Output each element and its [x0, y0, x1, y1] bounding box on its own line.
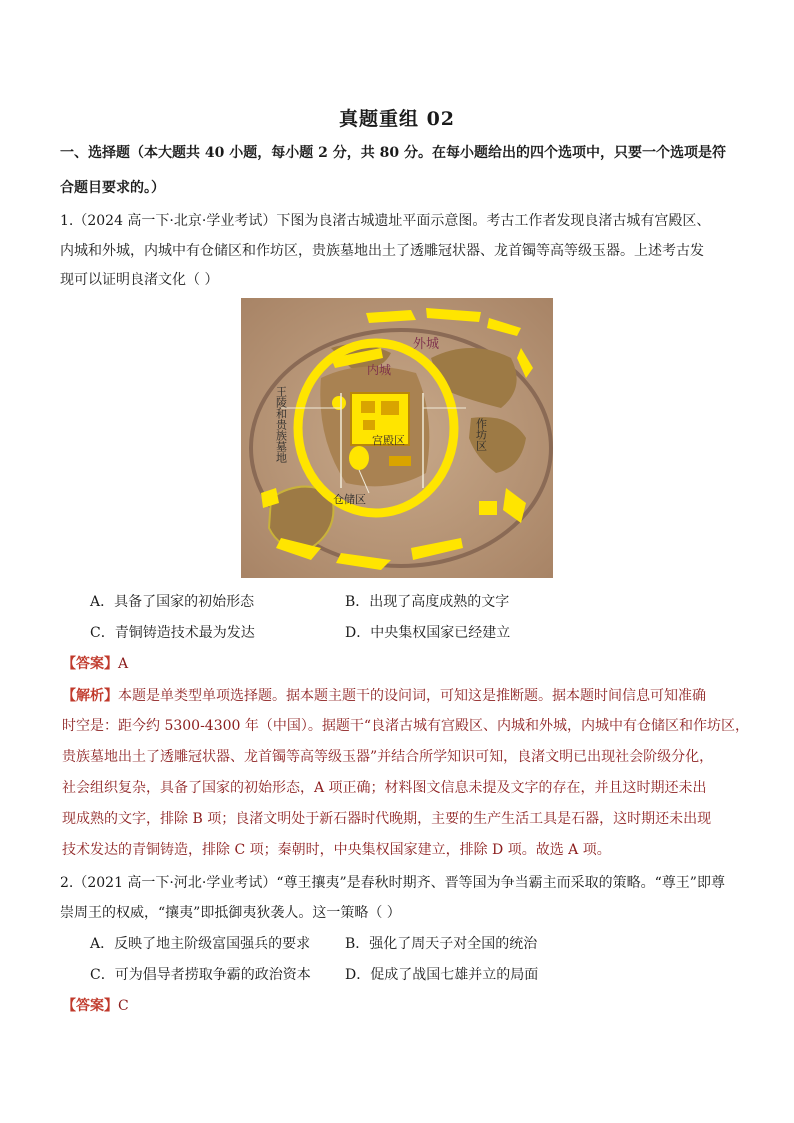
liangzhu-site-map	[241, 298, 553, 578]
q1-analysis-line-2: 时空是：距今约 5300-4300 年（中国）。据题干“良渚古城有宫殿区、内城和外城，内城中有仓储区和作坊区，	[62, 718, 750, 734]
palace-building	[363, 420, 375, 430]
q1-answer-label: 【答案】	[62, 656, 118, 672]
q1-stem-line-1: 1.（2024 高一下·北京·学业考试）下图为良渚古城遗址平面示意图。考古工作者发现良渚古城有宫殿区、	[60, 213, 711, 229]
q2-stem-line-2: 崇周王的权威，“攘夷”即抵御夷狄袭人。这一策略（ ）	[60, 905, 401, 921]
palace-building	[361, 401, 375, 413]
q2-answer	[62, 996, 129, 1016]
q1-option-a[interactable]: A．具备了国家的初始形态	[90, 594, 255, 610]
q1-analysis-line-1	[62, 686, 706, 706]
q1-analysis-line-5: 现成熟的文字，排除 B 项；良渚文明处于新石器时代晚期，主要的生产生活工具是石器，这时期还未出现	[62, 811, 712, 827]
q1-option-b[interactable]: B．出现了高度成熟的文字	[345, 594, 510, 610]
label-inner-city: 内城	[367, 363, 392, 377]
label-tombs: 王陵和贵族墓地	[274, 386, 288, 463]
page-title: 真题重组 02	[338, 108, 456, 130]
q1-analysis-label: 【解析】	[62, 688, 118, 704]
section-instruction-line-2: 合题目要求的。）	[60, 180, 165, 196]
q2-stem-line-1: 2.（2021 高一下·河北·学业考试）“尊王攘夷”是春秋时期齐、晋等国为争当霸主而采取的策略。“尊王”即尊	[60, 875, 725, 891]
q1-answer	[62, 654, 128, 674]
q1-stem-line-2: 内城和外城，内城中有仓储区和作坊区，贵族墓地出土了透雕冠状器、龙首镯等高等级玉器。上述考古发	[60, 243, 704, 259]
q1-analysis-text: 本题是单类型单项选择题。据本题主题干的设问词，可知这是推断题。据本题时间信息可知准确	[118, 688, 706, 704]
q2-answer-value: C	[118, 998, 129, 1014]
q2-option-b[interactable]: B．强化了周天子对全国的统治	[345, 936, 538, 952]
q1-analysis-line-6: 技术发达的青铜铸造，排除 C 项；秦朝时，中央集权国家建立，排除 D 项。故选 A 项。	[62, 842, 611, 858]
section-instruction-line-1: 一、选择题（本大题共 40 小题，每小题 2 分，共 80 分。在每小题给出的四个选项中，只要一个选项是符	[60, 145, 726, 161]
label-workshop: 作坊区	[474, 418, 488, 451]
q1-option-d[interactable]: D．中央集权国家已经建立	[345, 625, 511, 641]
palace-building	[381, 401, 399, 415]
label-palace: 宫殿区	[372, 434, 405, 447]
label-storage: 仓储区	[333, 493, 366, 506]
workshop-building	[389, 456, 411, 466]
q2-option-a[interactable]: A．反映了地主阶级富国强兵的要求	[90, 936, 311, 952]
q1-option-c[interactable]: C．青铜铸造技术最为发达	[90, 625, 255, 641]
q2-option-d[interactable]: D．促成了战国七雄并立的局面	[345, 967, 539, 983]
q1-analysis-line-3: 贵族墓地出土了透雕冠状器、龙首镯等高等级玉器”并结合所学知识可知，良渚文明已出现社会阶级分化，	[62, 749, 714, 765]
q2-answer-label: 【答案】	[62, 998, 118, 1014]
q1-analysis-line-4: 社会组织复杂，具备了国家的初始形态，A 项正确；材料图文信息未提及文字的存在，并且这时期还未出	[62, 780, 707, 796]
q1-stem-line-3: 现可以证明良渚文化（ ）	[60, 272, 219, 288]
site-marker	[479, 501, 497, 515]
label-outer-city: 外城	[413, 337, 440, 352]
q2-option-c[interactable]: C．可为倡导者捞取争霸的政治资本	[90, 967, 311, 983]
storage-pit	[349, 446, 369, 470]
q1-answer-value: A	[118, 656, 129, 672]
